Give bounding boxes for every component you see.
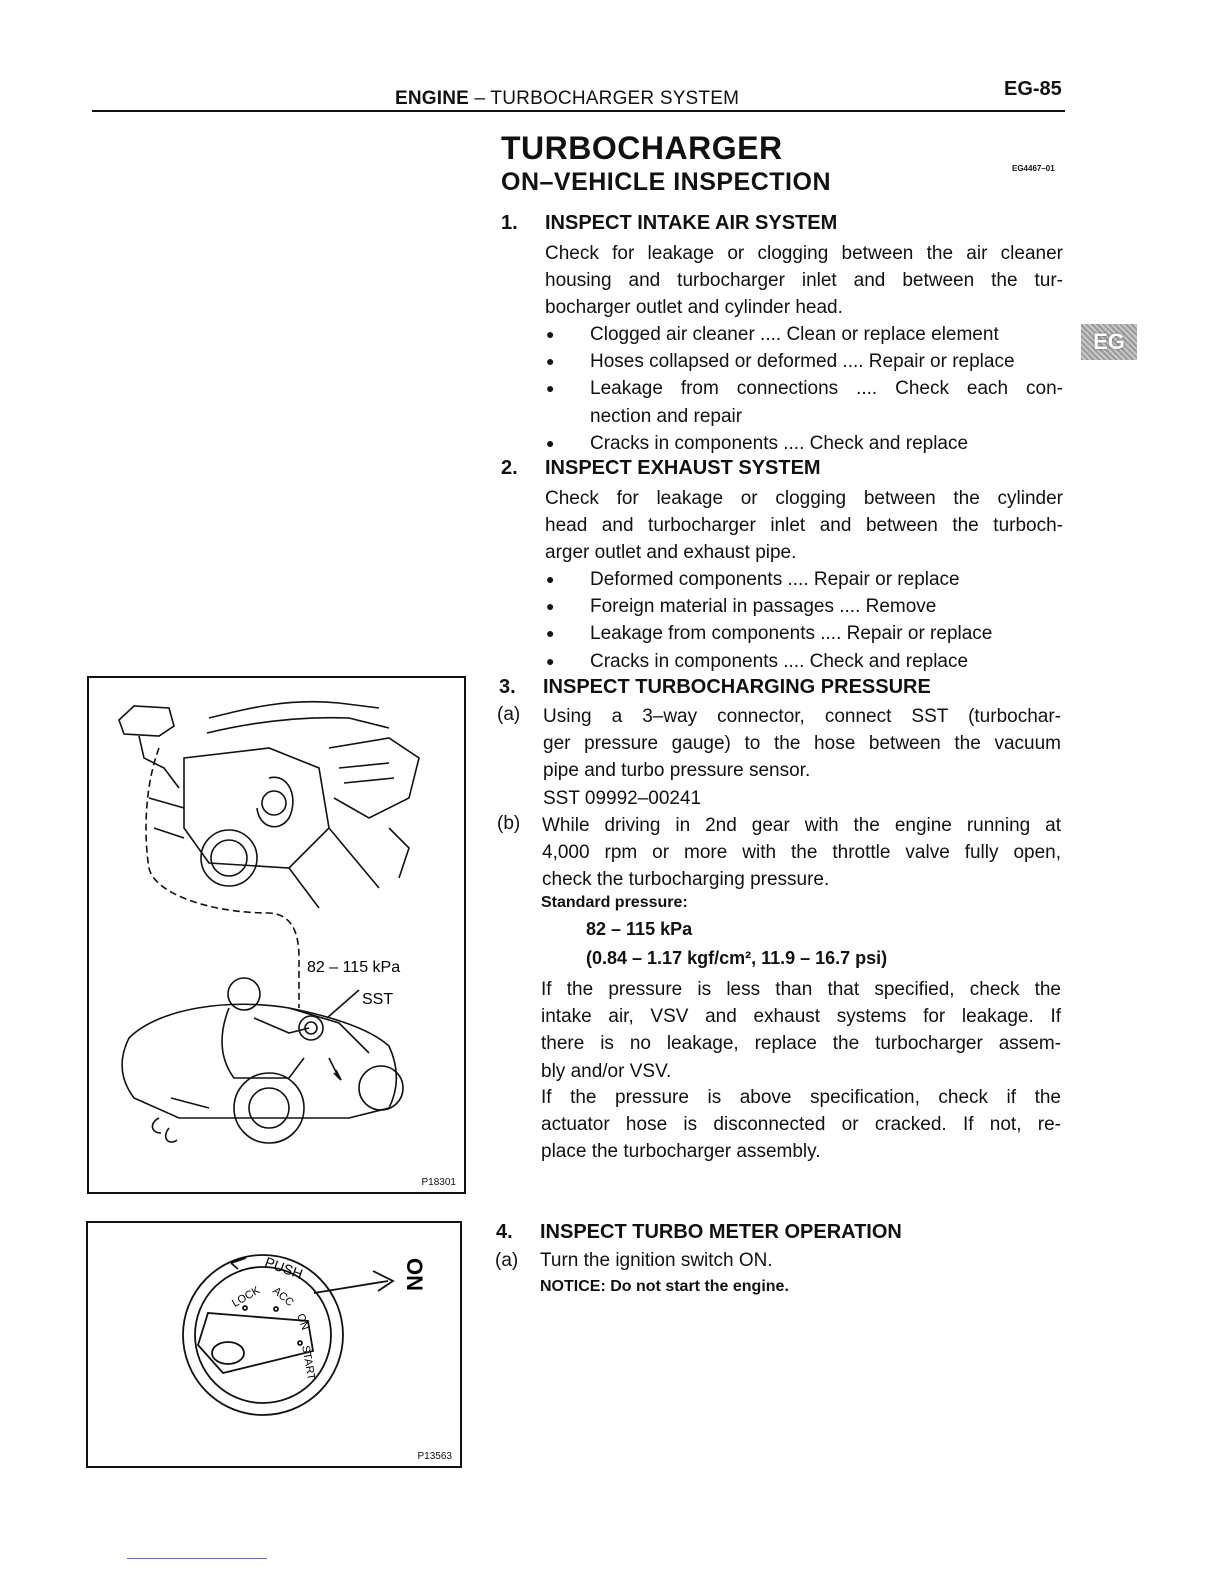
page-subtitle: ON–VEHICLE INSPECTION — [501, 168, 831, 196]
figure-turbo-pressure-check — [87, 676, 466, 1194]
step-1-bullets: ● Clogged air cleaner .... Clean or replace element ● Hoses collapsed or deformed .... Repair or replace ● Leakage from connections .... Check each con- nection and repair ● Cracks in components .... Check and replace — [546, 324, 1063, 454]
doc-code: EG4467–01 — [1012, 164, 1055, 173]
step-3-high-pressure: If the pressure is above specification, check if the actuator hose is disconnected or cracked. If not, re- place the turbocharger assembly. — [541, 1087, 1061, 1163]
step-3a-body: Using a 3–way connector, connect SST (turbochar- ger pressure gauge) to the hose between the vacuum pipe and turbo pressure sensor. SST 09992–00241 — [543, 706, 1061, 809]
figure-ignition-switch — [86, 1221, 462, 1468]
step-3-low-pressure: If the pressure is less than that specified, check the intake air, VSV and exhaust systems for leakage. If there is no leakage, replace the turbocharger assem- bly and/or VSV. — [541, 979, 1061, 1082]
step-2-heading: 2. INSPECT EXHAUST SYSTEM — [501, 457, 821, 479]
sst-label: SST — [362, 991, 394, 1008]
notice-text: NOTICE: Do not start the engine. — [540, 1278, 789, 1295]
standard-pressure-value: 82 – 115 kPa — [586, 919, 693, 939]
on-callout-label: ON — [402, 1258, 427, 1291]
lock-label: LOCK — [230, 1284, 263, 1310]
push-label: PUSH — [262, 1253, 305, 1282]
footer-line — [127, 1558, 267, 1559]
step-3b-body: While driving in 2nd gear with the engine running at 4,000 rpm or more with the throttle valve fully open, check the turbocharging pressure. — [542, 815, 1061, 891]
acc-label: ACC — [270, 1284, 296, 1310]
step-3-heading: 3. INSPECT TURBOCHARGING PRESSURE — [499, 676, 931, 698]
step-3a-label: (a) — [497, 704, 521, 725]
step-1-heading: 1. INSPECT INTAKE AIR SYSTEM — [501, 212, 838, 234]
engine-bay-illustration — [89, 678, 464, 1192]
section-header: ENGINE – TURBOCHARGER SYSTEM — [395, 88, 740, 109]
start-label: START — [299, 1344, 318, 1382]
page-number: EG-85 — [1004, 78, 1062, 100]
header-rule — [92, 110, 1065, 112]
step-1-body: Check for leakage or clogging between the air cleaner housing and turbocharger inlet and between the tur- bocharger outlet and cylinder head. — [545, 243, 1063, 319]
pressure-range-label: 82 – 115 kPa — [307, 959, 401, 976]
step-4a-label: (a) — [495, 1250, 519, 1271]
standard-pressure-alt: (0.84 – 1.17 kgf/cm², 11.9 – 16.7 psi) — [586, 948, 888, 968]
page-title: TURBOCHARGER — [501, 130, 783, 166]
section-tab-eg: EG — [1081, 324, 1137, 360]
standard-pressure-label: Standard pressure: — [541, 894, 688, 911]
step-4-heading: 4. INSPECT TURBO METER OPERATION — [496, 1221, 902, 1243]
step-4a-text: Turn the ignition switch ON. — [540, 1250, 773, 1271]
step-2-bullets: ● Deformed components .... Repair or replace ● Foreign material in passages .... Remove ● Leakage from components .... Repair or replace ● Cracks in components .... Check and replace — [546, 569, 993, 672]
step-2-body: Check for leakage or clogging between the cylinder head and turbocharger inlet and between the turboch- arger outlet and exhaust pipe. — [545, 488, 1063, 564]
step-3b-label: (b) — [497, 813, 521, 834]
on-label: ON — [294, 1312, 312, 1332]
figure-id: P13563 — [417, 1451, 452, 1462]
ignition-switch-illustration — [88, 1223, 460, 1466]
figure-id: P18301 — [421, 1177, 456, 1188]
